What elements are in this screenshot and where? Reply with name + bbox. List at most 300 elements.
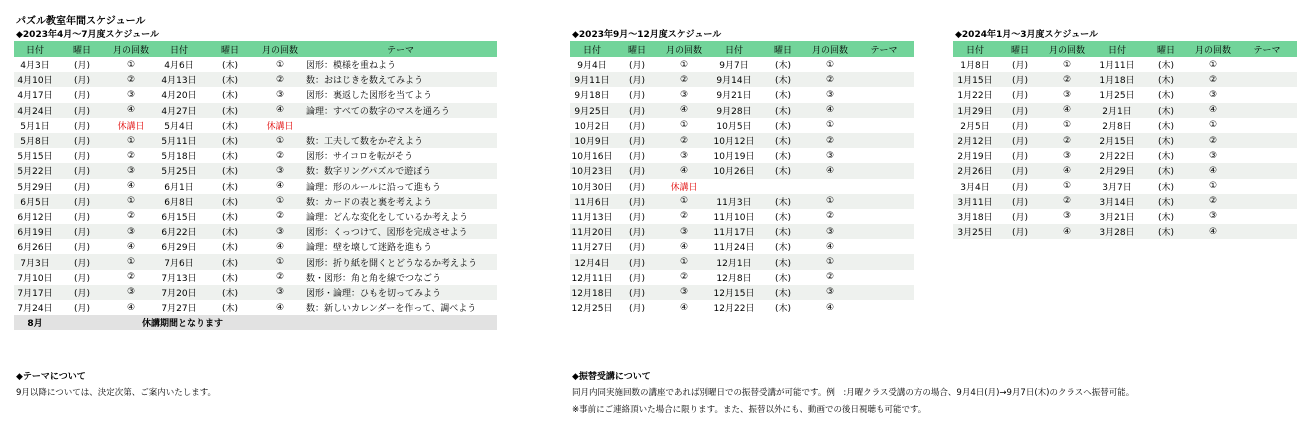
cell-theme (854, 254, 914, 269)
cell-theme: 論理：どんな変化をしているか考えよう (304, 209, 497, 224)
cell-day-mon: (月) (997, 87, 1043, 102)
cell-day-mon: (月) (614, 254, 660, 269)
transfer-note-title: ◆振替受講について (572, 372, 651, 382)
table-row (570, 179, 914, 194)
table-row (570, 57, 914, 72)
cell-day-thu: (木) (1143, 72, 1189, 87)
cell-date-mon: 11月13日 (570, 209, 614, 224)
cell-date-thu: 5月11日 (154, 133, 204, 148)
theme-note-text: 9月以降については、決定次第、ご案内いたします。 (16, 388, 217, 398)
cell-count-thu: ① (806, 254, 854, 269)
table-row (14, 254, 497, 269)
summer-break-month: 8月 (14, 315, 56, 330)
table-row (953, 224, 1297, 239)
cell-day-mon: (月) (997, 163, 1043, 178)
cell-day-mon: (月) (614, 179, 660, 194)
cell-day-thu: (木) (760, 209, 806, 224)
cell-theme (854, 133, 914, 148)
cell-theme: 論理：壁を壊して迷路を進もう (304, 239, 497, 254)
cell-day-thu: (木) (760, 87, 806, 102)
cell-count-thu: ④ (806, 163, 854, 178)
cell-date-mon: 10月2日 (570, 118, 614, 133)
cell-theme (854, 270, 914, 285)
cell-date-mon: 5月22日 (14, 163, 56, 178)
cell-date-thu: 11月17日 (708, 224, 760, 239)
schedule-1-title: ◆2023年4月～7月度スケジュール (16, 30, 159, 40)
cell-count-thu: ④ (806, 103, 854, 118)
table-row (14, 87, 497, 102)
cell-date-thu: 4月27日 (154, 103, 204, 118)
cell-day-thu: (木) (204, 118, 256, 133)
cell-day-thu: (木) (1143, 57, 1189, 72)
cell-day-mon: (月) (997, 118, 1043, 133)
header-theme: テーマ (304, 41, 497, 57)
cell-date-thu: 2月29日 (1091, 163, 1143, 178)
cell-count-mon: ④ (108, 239, 154, 254)
cell-date-thu: 2月1日 (1091, 103, 1143, 118)
cell-date-mon: 12月18日 (570, 285, 614, 300)
cell-day-mon: (月) (997, 148, 1043, 163)
cell-theme (1237, 224, 1297, 239)
summer-break-text: 休講期間となります (56, 315, 497, 330)
cell-theme: 図形・論理：ひもを切ってみよう (304, 285, 497, 300)
cell-day-mon: (月) (56, 72, 108, 87)
cell-date-thu: 12月22日 (708, 300, 760, 315)
cell-date-mon: 1月15日 (953, 72, 997, 87)
cell-count-thu: ④ (1189, 103, 1237, 118)
header-date-thu: 日付 (154, 41, 204, 57)
cell-date-mon: 7月10日 (14, 270, 56, 285)
header-date-thu: 日付 (1091, 41, 1143, 57)
cell-date-thu: 10月19日 (708, 148, 760, 163)
table-row (14, 57, 497, 72)
cell-count-thu: 休講日 (256, 118, 304, 133)
schedule-3-header-row (953, 41, 1297, 57)
table-row (14, 209, 497, 224)
cell-date-mon: 5月8日 (14, 133, 56, 148)
cell-date-thu: 7月13日 (154, 270, 204, 285)
cell-count-mon: ④ (108, 103, 154, 118)
cell-date-thu: 12月15日 (708, 285, 760, 300)
header-count-thu: 月の回数 (806, 41, 854, 57)
cell-count-thu: ④ (256, 103, 304, 118)
cell-date-thu: 12月1日 (708, 254, 760, 269)
cell-day-mon: (月) (614, 270, 660, 285)
table-row (570, 300, 914, 315)
schedule-3-table (953, 41, 1297, 239)
schedule-3-title: ◆2024年1月～3月度スケジュール (955, 30, 1098, 40)
cell-count-mon: ③ (660, 87, 708, 102)
cell-day-thu: (木) (204, 209, 256, 224)
cell-date-mon: 9月11日 (570, 72, 614, 87)
cell-count-thu: ① (256, 57, 304, 72)
cell-day-mon: (月) (56, 285, 108, 300)
cell-theme: 図形：裏返した図形を当てよう (304, 87, 497, 102)
cell-day-thu: (木) (1143, 209, 1189, 224)
cell-count-mon: ② (108, 148, 154, 163)
cell-theme (854, 163, 914, 178)
cell-theme: 数・図形：角と角を線でつなごう (304, 270, 497, 285)
cell-count-thu: ① (1189, 179, 1237, 194)
cell-count-thu: ③ (806, 148, 854, 163)
cell-date-thu: 1月11日 (1091, 57, 1143, 72)
table-row (570, 133, 914, 148)
cell-day-thu: (木) (204, 72, 256, 87)
table-row (570, 285, 914, 300)
cell-date-thu: 3月21日 (1091, 209, 1143, 224)
cell-count-mon: ② (108, 72, 154, 87)
header-count-thu: 月の回数 (256, 41, 304, 57)
cell-day-mon: (月) (997, 57, 1043, 72)
cell-date-thu: 6月29日 (154, 239, 204, 254)
cell-day-mon: (月) (614, 209, 660, 224)
table-row (570, 270, 914, 285)
cell-date-thu: 12月8日 (708, 270, 760, 285)
cell-date-mon: 4月3日 (14, 57, 56, 72)
cell-day-thu: (木) (204, 163, 256, 178)
cell-date-thu: 7月27日 (154, 300, 204, 315)
cell-day-mon: (月) (614, 163, 660, 178)
header-day-mon: 曜日 (614, 41, 660, 57)
table-row (570, 254, 914, 269)
cell-date-mon: 11月6日 (570, 194, 614, 209)
header-count-mon: 月の回数 (108, 41, 154, 57)
cell-date-thu (708, 179, 760, 194)
cell-count-thu: ① (806, 57, 854, 72)
cell-date-mon: 4月17日 (14, 87, 56, 102)
cell-day-mon: (月) (614, 300, 660, 315)
cell-theme (854, 300, 914, 315)
cell-count-thu: ① (256, 194, 304, 209)
cell-date-thu: 6月8日 (154, 194, 204, 209)
cell-date-thu: 6月22日 (154, 224, 204, 239)
cell-date-mon: 3月18日 (953, 209, 997, 224)
cell-count-mon: ① (108, 57, 154, 72)
cell-date-mon: 7月17日 (14, 285, 56, 300)
cell-date-mon: 2月5日 (953, 118, 997, 133)
cell-day-mon: (月) (56, 300, 108, 315)
cell-day-mon: (月) (614, 57, 660, 72)
cell-day-mon: (月) (56, 194, 108, 209)
cell-day-mon: (月) (614, 72, 660, 87)
cell-date-thu: 11月10日 (708, 209, 760, 224)
cell-day-mon: (月) (56, 209, 108, 224)
cell-day-thu: (木) (760, 148, 806, 163)
cell-date-mon: 7月3日 (14, 254, 56, 269)
cell-day-thu: (木) (1143, 103, 1189, 118)
schedule-1-table (14, 41, 497, 330)
cell-theme (1237, 179, 1297, 194)
table-row (14, 163, 497, 178)
table-row (570, 103, 914, 118)
cell-date-thu: 7月20日 (154, 285, 204, 300)
cell-day-mon: (月) (56, 179, 108, 194)
cell-date-mon: 3月25日 (953, 224, 997, 239)
cell-theme (1237, 87, 1297, 102)
cell-day-thu: (木) (760, 194, 806, 209)
cell-theme: 図形：模様を重ねよう (304, 57, 497, 72)
cell-date-mon: 6月26日 (14, 239, 56, 254)
cell-count-mon: ① (1043, 179, 1091, 194)
cell-date-mon: 2月26日 (953, 163, 997, 178)
transfer-note-line1: 同月内同実施回数の講座であれば別曜日での振替受講が可能です。例 :月曜クラス受講の方の場合、9月4日(月)→9月7日(木)のクラスへ振替可能。 (572, 388, 1135, 398)
cell-count-mon: ② (108, 209, 154, 224)
cell-date-thu: 4月20日 (154, 87, 204, 102)
cell-date-mon: 9月18日 (570, 87, 614, 102)
cell-date-thu: 11月24日 (708, 239, 760, 254)
schedule-2-title: ◆2023年9月～12月度スケジュール (572, 30, 722, 40)
cell-day-thu: (木) (760, 118, 806, 133)
cell-date-thu: 9月28日 (708, 103, 760, 118)
table-row (953, 87, 1297, 102)
cell-count-mon: ② (660, 209, 708, 224)
cell-theme: 数：おはじきを数えてみよう (304, 72, 497, 87)
cell-count-thu: ② (1189, 194, 1237, 209)
cell-day-thu: (木) (760, 103, 806, 118)
cell-theme: 論理：すべての数字のマスを通ろう (304, 103, 497, 118)
cell-count-mon: ① (660, 57, 708, 72)
cell-theme (854, 224, 914, 239)
cell-count-thu: ② (806, 270, 854, 285)
cell-count-mon: ③ (108, 163, 154, 178)
cell-count-mon: ③ (660, 285, 708, 300)
table-row (570, 194, 914, 209)
table-row (14, 239, 497, 254)
cell-count-mon: ③ (1043, 87, 1091, 102)
table-row (570, 118, 914, 133)
cell-theme: 数：カードの表と裏を考えよう (304, 194, 497, 209)
header-theme: テーマ (854, 41, 914, 57)
cell-count-thu: ③ (256, 87, 304, 102)
cell-count-mon: ② (108, 270, 154, 285)
cell-theme (1237, 103, 1297, 118)
cell-count-mon: ③ (108, 87, 154, 102)
cell-day-mon: (月) (614, 103, 660, 118)
cell-date-mon: 10月16日 (570, 148, 614, 163)
cell-date-mon: 4月10日 (14, 72, 56, 87)
cell-date-thu: 9月14日 (708, 72, 760, 87)
cell-date-mon: 1月22日 (953, 87, 997, 102)
cell-date-mon: 5月15日 (14, 148, 56, 163)
schedule-2-table (570, 41, 914, 315)
cell-count-thu: ① (1189, 57, 1237, 72)
cell-count-thu: ④ (1189, 224, 1237, 239)
cell-count-mon: ② (660, 133, 708, 148)
cell-theme (304, 118, 497, 133)
cell-day-mon: (月) (614, 148, 660, 163)
cell-day-mon: (月) (614, 87, 660, 102)
cell-count-mon: ① (108, 254, 154, 269)
cell-day-thu: (木) (204, 87, 256, 102)
cell-date-mon: 6月12日 (14, 209, 56, 224)
cell-day-thu: (木) (760, 163, 806, 178)
cell-day-thu: (木) (204, 103, 256, 118)
cell-date-thu: 6月15日 (154, 209, 204, 224)
header-date-mon: 日付 (570, 41, 614, 57)
cell-day-mon: (月) (56, 270, 108, 285)
cell-day-thu: (木) (1143, 133, 1189, 148)
cell-theme (854, 57, 914, 72)
cell-count-thu: ③ (256, 285, 304, 300)
cell-date-mon: 12月11日 (570, 270, 614, 285)
cell-count-mon: ① (1043, 57, 1091, 72)
table-row (953, 72, 1297, 87)
cell-theme (1237, 209, 1297, 224)
cell-date-thu: 3月14日 (1091, 194, 1143, 209)
cell-count-mon: ① (660, 118, 708, 133)
cell-date-thu: 6月1日 (154, 179, 204, 194)
cell-day-mon: (月) (997, 224, 1043, 239)
cell-count-thu: ② (1189, 72, 1237, 87)
cell-date-mon: 3月11日 (953, 194, 997, 209)
cell-theme (854, 285, 914, 300)
cell-count-mon: ③ (660, 148, 708, 163)
cell-count-thu: ② (806, 209, 854, 224)
cell-date-thu: 2月22日 (1091, 148, 1143, 163)
cell-date-thu: 1月18日 (1091, 72, 1143, 87)
cell-day-thu: (木) (204, 133, 256, 148)
table-row (953, 133, 1297, 148)
cell-count-thu: ③ (806, 224, 854, 239)
table-row (14, 103, 497, 118)
cell-count-thu: ② (806, 72, 854, 87)
cell-count-mon: ② (1043, 72, 1091, 87)
cell-date-mon: 2月12日 (953, 133, 997, 148)
cell-count-thu: ① (806, 194, 854, 209)
cell-count-mon: ④ (660, 103, 708, 118)
cell-theme (1237, 148, 1297, 163)
cell-date-mon: 10月23日 (570, 163, 614, 178)
header-day-mon: 曜日 (997, 41, 1043, 57)
cell-date-thu: 10月26日 (708, 163, 760, 178)
cell-count-thu: ① (256, 133, 304, 148)
table-row (570, 72, 914, 87)
cell-count-mon: ① (108, 133, 154, 148)
cell-count-mon: ① (1043, 118, 1091, 133)
cell-day-thu: (木) (760, 224, 806, 239)
cell-date-mon: 12月4日 (570, 254, 614, 269)
table-row (14, 72, 497, 87)
cell-theme: 数：工夫して数をかぞえよう (304, 133, 497, 148)
cell-theme: 図形：くっつけて、図形を完成させよう (304, 224, 497, 239)
cell-day-thu: (木) (204, 270, 256, 285)
cell-count-thu: ① (1189, 118, 1237, 133)
table-row (953, 194, 1297, 209)
cell-theme (854, 87, 914, 102)
cell-count-mon: ④ (660, 239, 708, 254)
cell-day-mon: (月) (997, 103, 1043, 118)
cell-count-mon: ③ (1043, 148, 1091, 163)
cell-day-thu: (木) (760, 254, 806, 269)
cell-count-thu: ③ (1189, 209, 1237, 224)
cell-day-thu: (木) (204, 239, 256, 254)
cell-day-mon: (月) (614, 224, 660, 239)
cell-date-thu: 2月8日 (1091, 118, 1143, 133)
cell-day-mon: (月) (56, 224, 108, 239)
cell-count-mon: ② (660, 72, 708, 87)
cell-day-mon: (月) (614, 239, 660, 254)
cell-day-thu: (木) (760, 133, 806, 148)
table-row (570, 148, 914, 163)
cell-theme (1237, 163, 1297, 178)
cell-day-mon: (月) (56, 163, 108, 178)
cell-theme (854, 118, 914, 133)
cell-day-thu: (木) (204, 285, 256, 300)
cell-theme: 論理：形のルールに沿って進もう (304, 179, 497, 194)
table-row (14, 224, 497, 239)
cell-day-thu: (木) (204, 194, 256, 209)
page-title: パズル教室年間スケジュール (16, 16, 146, 27)
cell-day-thu: (木) (760, 57, 806, 72)
cell-day-thu: (木) (1143, 224, 1189, 239)
cell-date-thu: 10月5日 (708, 118, 760, 133)
cell-date-thu: 4月6日 (154, 57, 204, 72)
header-day-thu: 曜日 (760, 41, 806, 57)
cell-day-mon: (月) (56, 87, 108, 102)
cell-date-mon: 5月29日 (14, 179, 56, 194)
table-row (14, 300, 497, 315)
cell-count-thu: ③ (256, 224, 304, 239)
cell-count-mon: ① (660, 254, 708, 269)
table-row (14, 148, 497, 163)
cell-count-thu: ③ (256, 163, 304, 178)
cell-date-thu: 9月21日 (708, 87, 760, 102)
cell-count-thu: ③ (1189, 148, 1237, 163)
cell-day-mon: (月) (997, 194, 1043, 209)
schedule-1-header-row (14, 41, 497, 57)
cell-day-thu: (木) (1143, 163, 1189, 178)
schedule-2-header-row (570, 41, 914, 57)
cell-date-mon: 5月1日 (14, 118, 56, 133)
cell-count-mon: ③ (1043, 209, 1091, 224)
cell-day-thu: (木) (204, 300, 256, 315)
cell-day-thu: (木) (204, 224, 256, 239)
cell-date-mon: 3月4日 (953, 179, 997, 194)
cell-day-thu: (木) (1143, 194, 1189, 209)
cell-date-thu: 1月25日 (1091, 87, 1143, 102)
cell-date-thu: 9月7日 (708, 57, 760, 72)
cell-count-mon: ④ (108, 179, 154, 194)
summer-break-row (14, 315, 497, 330)
cell-day-thu: (木) (204, 179, 256, 194)
cell-date-mon: 12月25日 (570, 300, 614, 315)
cell-theme: 数：新しいカレンダーを作って、調べよう (304, 300, 497, 315)
cell-count-mon: ③ (108, 224, 154, 239)
cell-date-mon: 4月24日 (14, 103, 56, 118)
cell-count-mon: ④ (1043, 224, 1091, 239)
cell-theme (1237, 72, 1297, 87)
cell-day-thu: (木) (204, 254, 256, 269)
cell-day-thu: (木) (760, 285, 806, 300)
table-row (953, 179, 1297, 194)
cell-date-thu: 2月15日 (1091, 133, 1143, 148)
cell-day-thu: (木) (1143, 87, 1189, 102)
cell-day-mon: (月) (56, 103, 108, 118)
table-row (14, 194, 497, 209)
transfer-note-line2: ※事前にご連絡頂いた場合に限ります。また、振替以外にも、動画での後日視聴も可能です。 (572, 405, 927, 415)
table-row (570, 209, 914, 224)
cell-day-mon: (月) (56, 57, 108, 72)
cell-theme: 図形：サイコロを転がそう (304, 148, 497, 163)
header-day-thu: 曜日 (204, 41, 256, 57)
cell-day-thu: (木) (760, 239, 806, 254)
cell-day-mon: (月) (614, 133, 660, 148)
cell-count-thu: ③ (806, 87, 854, 102)
cell-theme (1237, 118, 1297, 133)
cell-count-mon: ② (1043, 194, 1091, 209)
cell-theme (854, 209, 914, 224)
table-row (953, 118, 1297, 133)
